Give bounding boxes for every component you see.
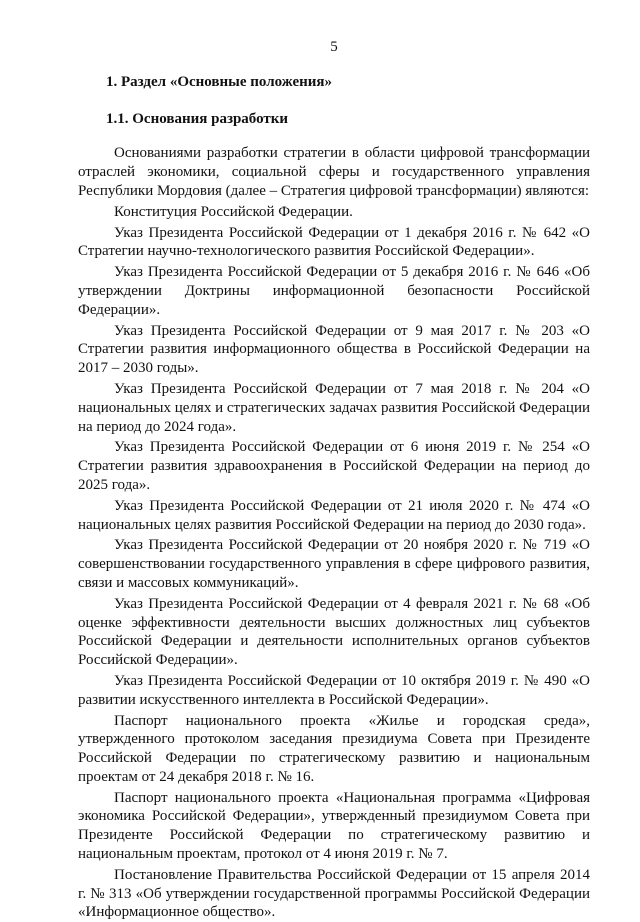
paragraph: Паспорт национального проекта «Национальная программа «Цифровая экономика Российской Федерации», утвержденный президиумом Совета при Президенте Российской Федерации по стратегическому развитию и национальным проектам, протокол от 4 июня 2019 г. № 7. <box>78 789 590 863</box>
paragraph: Указ Президента Российской Федерации от 9 мая 2017 г. № 203 «О Стратегии развития информационного общества в Российской Федерации на 2017 – 2030 годы». <box>78 322 590 377</box>
subsection-heading: 1.1. Основания разработки <box>106 110 289 127</box>
paragraph: Постановление Правительства Российской Федерации от 15 апреля 2014 г. № 313 «Об утверждении государственной программы Российской Федерации «Информационное общество». <box>78 866 590 921</box>
section-heading: 1. Раздел «Основные положения» <box>106 73 333 90</box>
paragraph: Основаниями разработки стратегии в области цифровой трансформации отраслей экономики, социальной сферы и государственного управления Республики Мордовия (далее – Стратегия цифровой трансформации) являются: <box>78 145 590 199</box>
paragraph: Указ Президента Российской Федерации от 5 декабря 2016 г. № 646 «Об утверждении Доктрины информационной безопасности Российской Федерации». <box>78 264 590 318</box>
page-number: 5 <box>330 39 338 55</box>
paragraph: Конституция Российской Федерации. <box>114 203 353 220</box>
paragraph: Указ Президента Российской Федерации от 20 ноября 2020 г. № 719 «О совершенствовании государственного управления в сфере цифрового развития, связи и массовых коммуникаций». <box>78 537 590 591</box>
body-text <box>78 144 590 922</box>
paragraph: Указ Президента Российской Федерации от 1 декабря 2016 г. № 642 «О Стратегии научно-технологического развития Российской Федерации». <box>78 224 590 260</box>
paragraph: Указ Президента Российской Федерации от 10 октября 2019 г. № 490 «О развитии искусственного интеллекта в Российской Федерации». <box>78 672 590 708</box>
paragraph: Указ Президента Российской Федерации от 21 июля 2020 г. № 474 «О национальных целях развития Российской Федерации на период до 2030 года». <box>78 497 590 533</box>
paragraph: Паспорт национального проекта «Жилье и городская среда», утвержденного протоколом заседания президиума Совета при Президенте Российской Федерации по стратегическому развитию и национальным проектам от 24 декабря 2018 г. № 16. <box>78 712 590 785</box>
paragraph: Указ Президента Российской Федерации от 6 июня 2019 г. № 254 «О Стратегии развития здравоохранения в Российской Федерации на период до 2025 года». <box>78 439 590 493</box>
paragraph: Указ Президента Российской Федерации от 4 февраля 2021 г. № 68 «Об оценке эффективности деятельности высших должностных лиц субъектов Российской Федерации и деятельности исполнительных органов субъектов Российской Федерации». <box>78 595 590 669</box>
paragraph: Указ Президента Российской Федерации от 7 мая 2018 г. № 204 «О национальных целях и стратегических задачах развития Российской Федерации на период до 2024 года». <box>78 380 590 435</box>
